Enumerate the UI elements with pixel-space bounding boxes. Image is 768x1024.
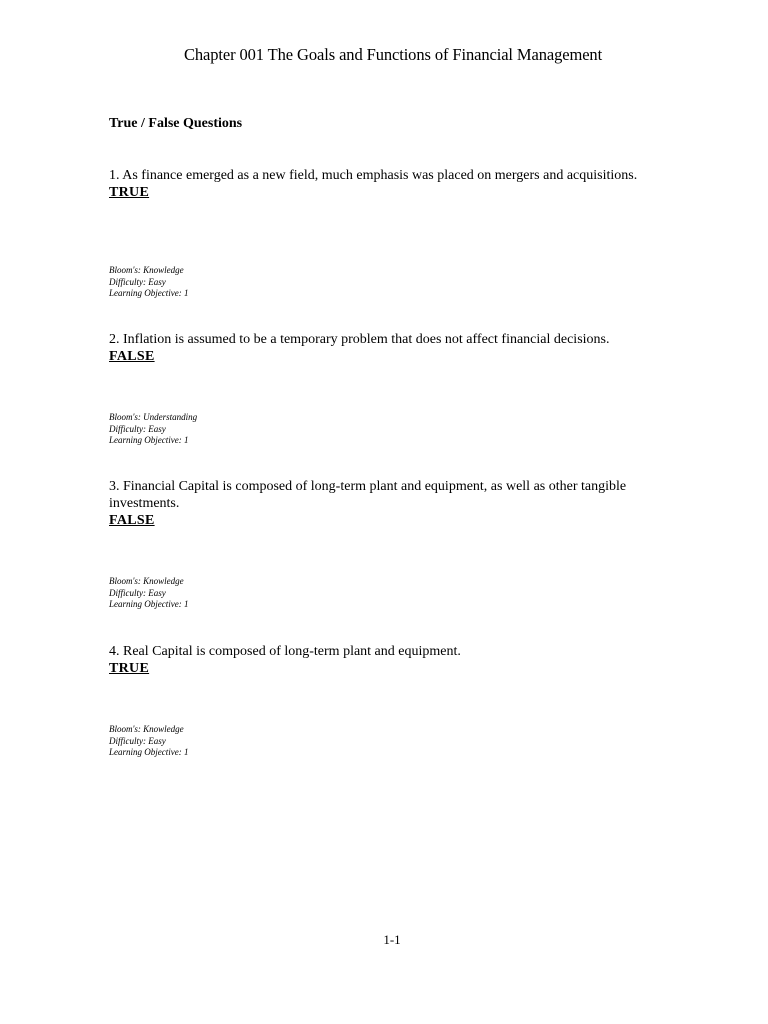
difficulty-level: Difficulty: Easy	[109, 587, 166, 598]
question-text: 1. As finance emerged as a new field, much emphasis was placed on mergers and acquisitions.	[109, 168, 638, 183]
question-1	[109, 167, 689, 202]
section-heading: True / False Questions	[109, 116, 243, 131]
question-1-metadata	[109, 265, 188, 300]
blooms-level: Bloom's: Knowledge	[109, 576, 184, 586]
question-text: 4. Real Capital is composed of long-term plant and equipment.	[109, 644, 461, 659]
question-answer: FALSE	[109, 349, 155, 364]
learning-objective: Learning Objective: 1	[109, 288, 189, 298]
blooms-level: Bloom's: Knowledge	[109, 724, 184, 734]
question-3-metadata	[109, 576, 188, 611]
question-4-metadata	[109, 724, 188, 759]
learning-objective: Learning Objective: 1	[109, 599, 189, 609]
question-2	[109, 331, 689, 366]
question-2-metadata	[109, 412, 197, 447]
question-text: 2. Inflation is assumed to be a temporary problem that does not affect financial decisions.	[109, 332, 610, 347]
blooms-level: Bloom's: Knowledge	[109, 265, 184, 275]
learning-objective: Learning Objective: 1	[109, 435, 189, 445]
question-answer: TRUE	[109, 661, 150, 676]
question-answer: TRUE	[109, 185, 150, 200]
page-number: 1-1	[383, 932, 401, 947]
question-text: 3. Financial Capital is composed of long-term plant and equipment, as well as other tangible investments.	[109, 479, 627, 511]
question-answer: FALSE	[109, 513, 155, 528]
learning-objective: Learning Objective: 1	[109, 747, 189, 757]
chapter-title: Chapter 001 The Goals and Functions of Financial Management	[183, 45, 603, 64]
difficulty-level: Difficulty: Easy	[109, 276, 166, 287]
question-3	[109, 478, 689, 530]
question-4	[109, 643, 689, 678]
blooms-level: Bloom's: Understanding	[109, 412, 198, 422]
difficulty-level: Difficulty: Easy	[109, 423, 166, 434]
difficulty-level: Difficulty: Easy	[109, 735, 166, 746]
